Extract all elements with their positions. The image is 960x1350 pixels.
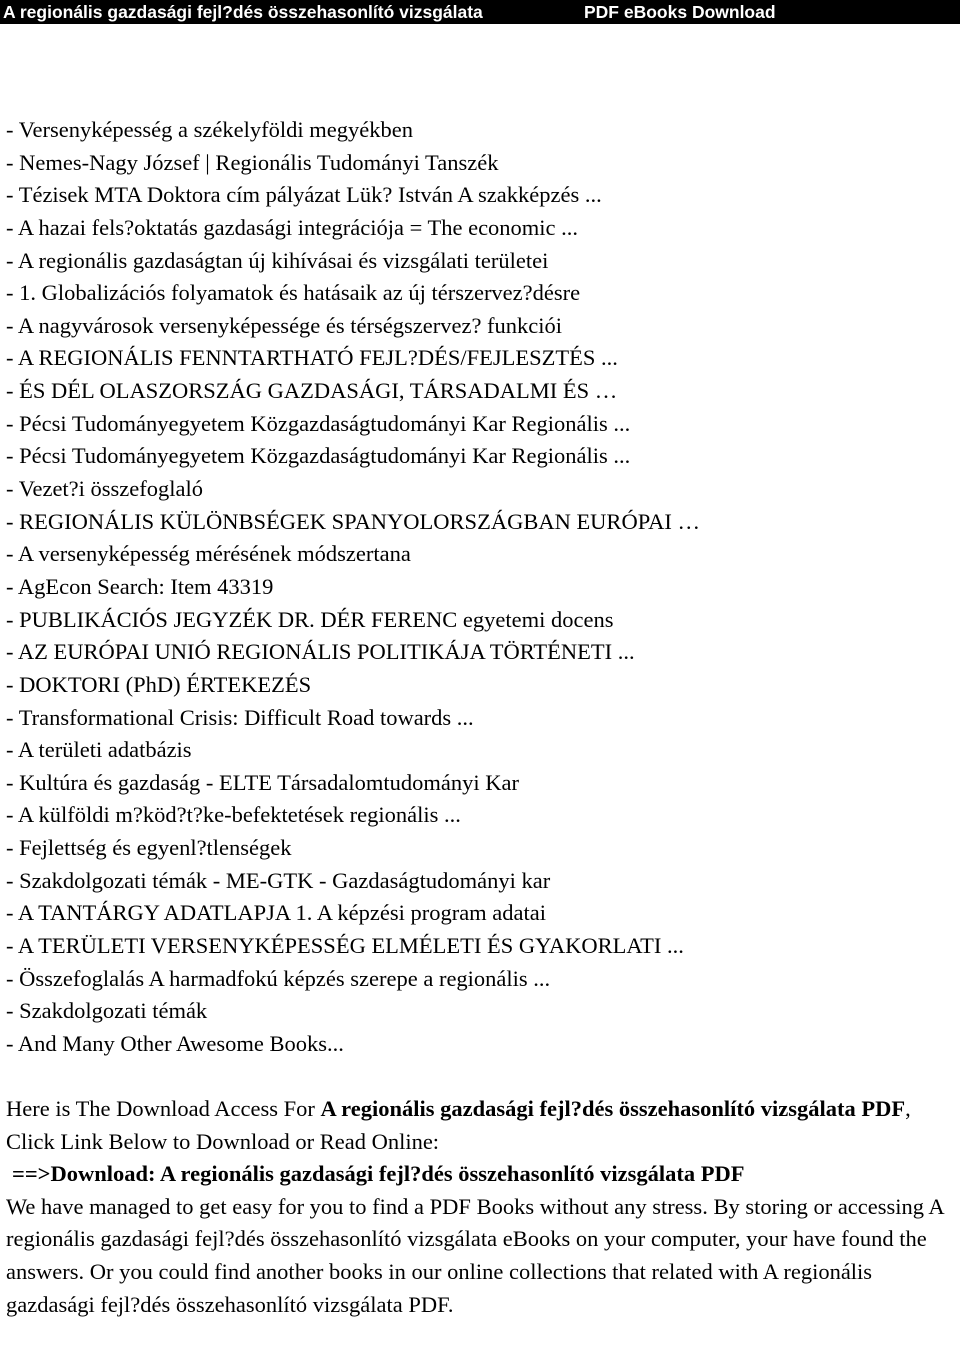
related-book-item[interactable]: - Vezet?i összefoglaló [6,476,204,502]
related-book-item[interactable]: - Összefoglalás A harmadfokú képzés szerepe a regionális ... [6,965,551,991]
related-book-item[interactable]: - Transformational Crisis: Difficult Road towards ... [6,704,474,730]
related-book-item[interactable]: - A TANTÁRGY ADATLAPJA 1. A képzési program adatai [6,900,547,926]
download-description: We have managed to get easy for you to find a PDF Books without any stress. By storing or accessing A regionális gazdasági fejl?dés összehasonlító vizsgálata eBooks on your computer, your have found the answers. Or you could find another books in our online collections that related with A regionális gazdasági fejl?dés összehasonlító vizsgálata PDF. [6,1193,944,1317]
related-books-list [6,114,956,1061]
related-book-item[interactable]: - Kultúra és gazdaság - ELTE Társadalomtudományi Kar [6,769,519,795]
related-book-item[interactable]: - Szakdolgozati témák [6,998,208,1024]
related-book-item[interactable]: - Nemes-Nagy József | Regionális Tudományi Tanszék [6,149,499,175]
related-book-item[interactable]: - Pécsi Tudományegyetem Közgazdaságtudományi Kar Regionális ... [6,443,631,469]
related-book-item[interactable]: - REGIONÁLIS KÜLÖNBSÉGEK SPANYOLORSZÁGBAN EURÓPAI … [6,508,701,534]
download-intro [6,1093,956,1158]
download-intro-suffix: , Click Link Below to Download or Read Online: [6,1096,911,1154]
related-book-item[interactable]: - A regionális gazdaságtan új kihívásai és vizsgálati területei [6,247,549,273]
related-book-item[interactable]: - A nagyvárosok versenyképessége és térségszervez? funkciói [6,312,563,338]
related-book-item[interactable]: - A külföldi m?köd?t?ke-befektetések regionális ... [6,802,461,828]
page-header [0,0,960,24]
related-book-item[interactable]: - AZ EURÓPAI UNIÓ REGIONÁLIS POLITIKÁJA TÖRTÉNETI ... [6,639,635,665]
related-book-item[interactable]: - And Many Other Awesome Books... [6,1030,344,1056]
download-intro-title: A regionális gazdasági fejl?dés összehasonlító vizsgálata PDF [320,1096,906,1121]
related-book-item[interactable]: - Pécsi Tudományegyetem Közgazdaságtudományi Kar Regionális ... [6,410,631,436]
related-book-item[interactable]: - Szakdolgozati témák - ME-GTK - Gazdaságtudományi kar [6,867,551,893]
related-book-item[interactable]: - A versenyképesség mérésének módszertana [6,541,411,567]
related-book-item[interactable]: - Versenyképesség a székelyföldi megyékben [6,117,413,142]
related-book-item[interactable]: - ÉS DÉL OLASZORSZÁG GAZDASÁGI, TÁRSADALMI ÉS … [6,378,618,404]
related-book-item[interactable]: - A REGIONÁLIS FENNTARTHATÓ FEJL?DÉS/FEJLESZTÉS ... [6,345,618,371]
download-section [6,1093,956,1321]
related-book-item[interactable]: - Fejlettség és egyenl?tlenségek [6,835,292,861]
related-book-item[interactable]: - A hazai fels?oktatás gazdasági integrációja = The economic ... [6,214,579,240]
related-book-item[interactable]: - A TERÜLETI VERSENYKÉPESSÉG ELMÉLETI ÉS GYAKORLATI ... [6,933,684,959]
related-book-item[interactable]: - AgEcon Search: Item 43319 [6,573,274,599]
related-book-item[interactable]: - DOKTORI (PhD) ÉRTEKEZÉS [6,671,312,697]
related-book-item[interactable]: - 1. Globalizációs folyamatok és hatásaik az új térszervez?désre [6,280,581,306]
download-link[interactable]: ==>Download: A regionális gazdasági fejl?dés összehasonlító vizsgálata PDF [12,1161,745,1187]
page-title: A regionális gazdasági fejl?dés összehasonlító vizsgálata [3,2,483,22]
related-book-item[interactable]: - Tézisek MTA Doktora cím pályázat Lük? István A szakképzés ... [6,182,602,208]
related-book-item[interactable]: - A területi adatbázis [6,737,192,763]
download-intro-prefix: Here is The Download Access For [6,1096,321,1121]
related-book-item[interactable]: - PUBLIKÁCIÓS JEGYZÉK DR. DÉR FERENC egyetemi docens [6,606,614,632]
page-subtitle: PDF eBooks Download [584,2,776,22]
